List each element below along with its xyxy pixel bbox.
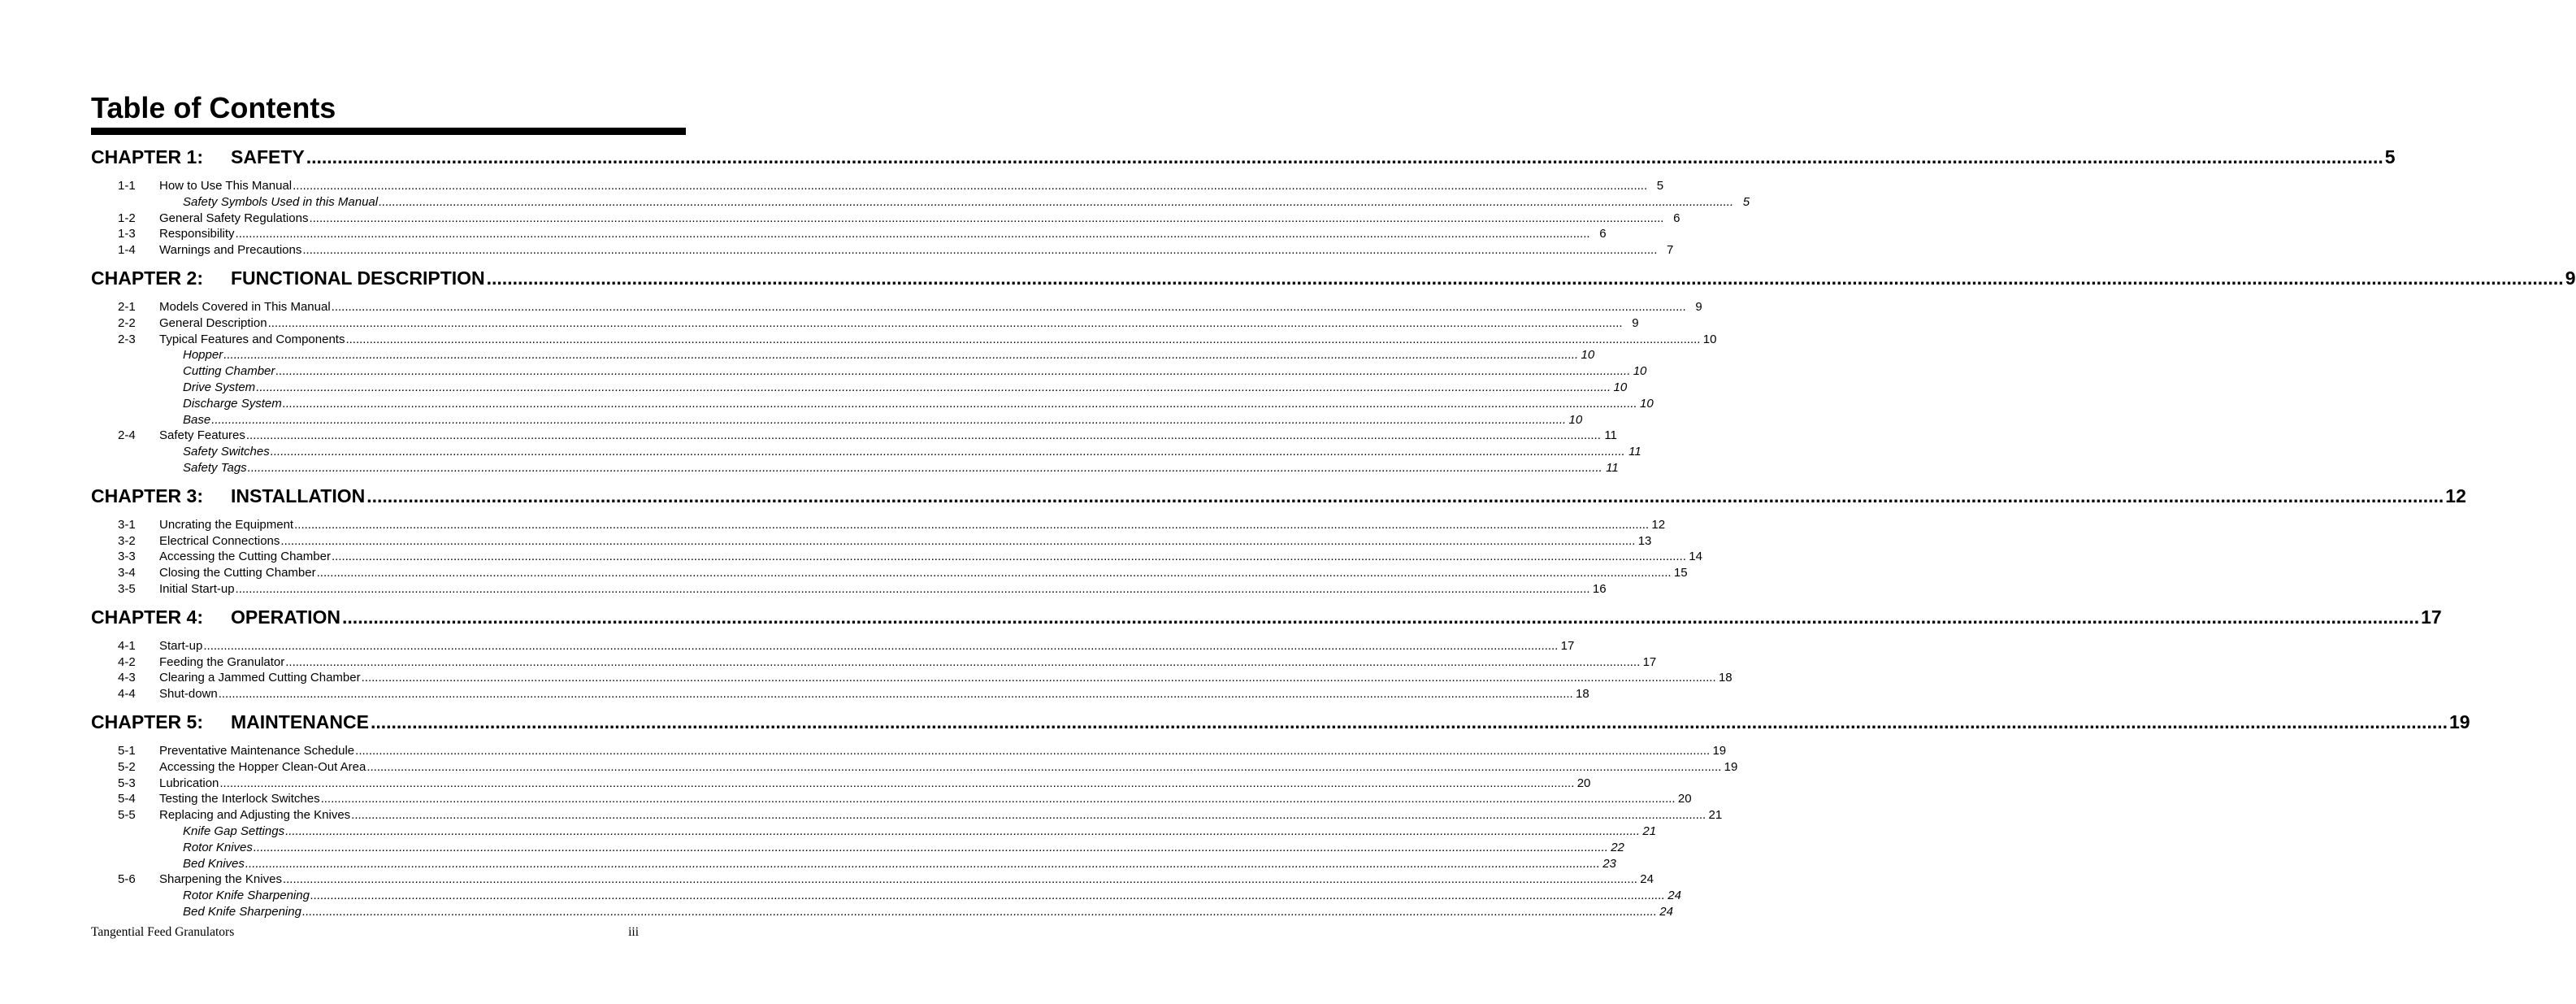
chapter-page-number: 17 [2421, 606, 2442, 628]
dot-leader: ................................................................................................................................................................................................................................................................................................................................................................................................................ [280, 533, 1636, 548]
entry-code: 5-5 [118, 808, 136, 823]
entry-label: Safety Features [159, 428, 245, 443]
entry-code: 2-4 [118, 428, 136, 443]
dot-leader: ................................................................................................................................................................................................................................................................................................................................................................................................................ [285, 654, 1641, 669]
entry-page-number: 5 [1742, 194, 1750, 209]
entry-page-number: 18 [1576, 687, 1589, 702]
dot-leader: ................................................................................................................................................................................................................................................................................................................................................................................................................ [219, 776, 1575, 790]
entry-page-number: 24 [1667, 889, 1681, 903]
entry-label: Base [183, 412, 211, 427]
entry-label: Cutting Chamber [183, 364, 275, 379]
entry-page-number: 14 [1689, 550, 1702, 564]
toc-entry[interactable] [91, 533, 1652, 550]
dot-leader: ................................................................................................................................................................................................................................................................................................................................................................................................................ [256, 380, 1611, 394]
entry-label: Start-up [159, 638, 203, 653]
dot-leader: ................................................................................................................................................................................................................................................................................................................................................................................................................ [370, 711, 2448, 732]
toc-entry[interactable] [91, 242, 1674, 259]
chapter-name: OPERATION [231, 606, 341, 628]
entry-page-number: 6 [1673, 211, 1680, 225]
entry-label: Warnings and Precautions [159, 243, 302, 258]
entry-label: Safety Tags [183, 460, 247, 475]
entry-code: 5-3 [118, 776, 136, 790]
entry-label: Typical Features and Components [159, 332, 345, 346]
entry-page-number: 12 [1651, 517, 1666, 532]
toc-entry[interactable] [91, 211, 1680, 227]
entry-page-number: 10 [1633, 364, 1647, 379]
toc-entry[interactable] [91, 581, 1607, 598]
entry-label: Hopper [183, 348, 223, 363]
toc-subentry[interactable] [91, 347, 1595, 363]
dot-leader: ................................................................................................................................................................................................................................................................................................................................................................................................................ [342, 606, 2420, 628]
entry-page-number: 21 [1642, 824, 1657, 838]
entry-code: 3-1 [118, 517, 136, 532]
dot-leader: ................................................................................................................................................................................................................................................................................................................................................................................................................ [282, 872, 1637, 887]
toc-entry[interactable] [91, 654, 1657, 671]
entry-label: Replacing and Adjusting the Knives [159, 808, 351, 823]
chapter-heading[interactable] [91, 605, 2442, 629]
toc-subentry[interactable] [91, 412, 1583, 428]
dot-leader: ................................................................................................................................................................................................................................................................................................................................................................................................................ [379, 194, 1734, 209]
chapter-entries [91, 178, 1750, 259]
entry-label: Initial Start-up [159, 581, 235, 596]
chapter-name: SAFETY [231, 146, 305, 167]
toc-entry[interactable] [91, 776, 1591, 792]
entry-label: General Description [159, 315, 267, 330]
dot-leader: ................................................................................................................................................................................................................................................................................................................................................................................................................ [223, 348, 1579, 363]
entry-page-number: 20 [1677, 792, 1692, 806]
entry-page-number: 9 [1695, 299, 1702, 314]
entry-page-number: 7 [1667, 243, 1674, 258]
entry-page-number: 11 [1604, 428, 1617, 443]
toc-subentry[interactable] [91, 888, 1681, 904]
entry-page-number: 20 [1576, 776, 1591, 790]
dot-leader: ................................................................................................................................................................................................................................................................................................................................................................................................................ [331, 299, 1686, 314]
chapter-heading[interactable] [91, 145, 2396, 169]
dot-leader: ................................................................................................................................................................................................................................................................................................................................................................................................................ [245, 856, 1600, 871]
toc-entry[interactable] [91, 517, 1666, 533]
dot-leader: ................................................................................................................................................................................................................................................................................................................................................................................................................ [355, 743, 1711, 758]
chapter-number: CHAPTER 5: [91, 711, 204, 732]
entry-page-number: 10 [1702, 332, 1717, 346]
dot-leader: ................................................................................................................................................................................................................................................................................................................................................................................................................ [203, 638, 1559, 653]
toc-entry[interactable] [91, 670, 1733, 686]
chapter-number: CHAPTER 4: [91, 606, 204, 628]
entry-page-number: 18 [1718, 671, 1733, 685]
toc-entry[interactable] [91, 178, 1664, 194]
toc-entry[interactable] [91, 743, 1727, 759]
entry-label: Preventative Maintenance Schedule [159, 743, 355, 758]
entry-page-number: 9 [1632, 315, 1639, 330]
chapter-name: INSTALLATION [231, 485, 366, 506]
dot-leader: ................................................................................................................................................................................................................................................................................................................................................................................................................ [361, 671, 1716, 685]
entry-page-number: 17 [1642, 654, 1657, 669]
entry-code: 4-4 [118, 687, 136, 702]
chapter-entries [91, 299, 1717, 476]
dot-leader: ................................................................................................................................................................................................................................................................................................................................................................................................................ [486, 267, 2564, 289]
chapter-number: CHAPTER 1: [91, 146, 204, 167]
dot-leader: ................................................................................................................................................................................................................................................................................................................................................................................................................ [270, 445, 1625, 459]
entry-code: 4-3 [118, 671, 136, 685]
chapter-heading[interactable] [91, 710, 2470, 734]
toc-entry[interactable] [91, 565, 1688, 581]
entry-code: 2-1 [118, 299, 136, 314]
dot-leader: ................................................................................................................................................................................................................................................................................................................................................................................................................ [293, 179, 1648, 193]
entry-page-number: 13 [1637, 533, 1652, 548]
entry-label: How to Use This Manual [159, 179, 293, 193]
entry-code: 5-6 [118, 872, 136, 887]
entry-label: Responsibility [159, 227, 235, 241]
entry-page-number: 16 [1592, 581, 1607, 596]
dot-leader: ................................................................................................................................................................................................................................................................................................................................................................................................................ [366, 485, 2444, 506]
chapter-entries [91, 517, 1702, 598]
chapter-page-number: 9 [2565, 267, 2576, 289]
entry-code: 2-2 [118, 315, 136, 330]
toc-subentry[interactable] [91, 460, 1619, 476]
entry-label: Drive System [183, 380, 256, 394]
toc-entry[interactable] [91, 871, 1654, 888]
toc-subentry[interactable] [91, 194, 1750, 211]
toc-subentry[interactable] [91, 856, 1616, 872]
toc-subentry[interactable] [91, 444, 1641, 460]
chapter-page-number: 5 [2384, 146, 2396, 167]
toc-entry[interactable] [91, 638, 1575, 654]
chapter-heading[interactable] [91, 484, 2466, 508]
entry-page-number: 10 [1613, 380, 1628, 394]
chapter-entries [91, 743, 1738, 920]
page-title: Table of Contents [91, 91, 336, 124]
dot-leader: ................................................................................................................................................................................................................................................................................................................................................................................................................ [345, 332, 1701, 346]
entry-page-number: 6 [1599, 227, 1607, 241]
entry-code: 4-2 [118, 654, 136, 669]
chapter-number: CHAPTER 2: [91, 267, 204, 289]
chapter-entries [91, 638, 1733, 702]
entry-label: Uncrating the Equipment [159, 517, 294, 532]
dot-leader: ................................................................................................................................................................................................................................................................................................................................................................................................................ [310, 889, 1665, 903]
entry-page-number: 24 [1640, 872, 1654, 887]
entry-code: 3-2 [118, 533, 136, 548]
chapter-name: FUNCTIONAL DESCRIPTION [231, 267, 485, 289]
dot-leader: ................................................................................................................................................................................................................................................................................................................................................................................................................ [366, 759, 1722, 774]
entry-page-number: 23 [1602, 856, 1616, 871]
dot-leader: ................................................................................................................................................................................................................................................................................................................................................................................................................ [235, 227, 1590, 241]
entry-page-number: 24 [1659, 904, 1673, 919]
entry-code: 2-3 [118, 332, 136, 346]
entry-code: 3-3 [118, 550, 136, 564]
entry-code: 1-3 [118, 227, 136, 241]
entry-label: Rotor Knife Sharpening [183, 889, 310, 903]
toc-entry[interactable] [91, 226, 1607, 242]
entry-label: Clearing a Jammed Cutting Chamber [159, 671, 361, 685]
entry-page-number: 19 [1712, 743, 1727, 758]
toc-subentry[interactable] [91, 824, 1657, 840]
dot-leader: ................................................................................................................................................................................................................................................................................................................................................................................................................ [306, 146, 2383, 167]
entry-label: Knife Gap Settings [183, 824, 285, 838]
entry-page-number: 11 [1606, 460, 1619, 475]
entry-label: Discharge System [183, 396, 282, 411]
entry-code: 1-1 [118, 179, 136, 193]
entry-label: Models Covered in This Manual [159, 299, 331, 314]
entry-page-number: 5 [1656, 179, 1664, 193]
entry-label: Accessing the Cutting Chamber [159, 550, 331, 564]
dot-leader: ................................................................................................................................................................................................................................................................................................................................................................................................................ [351, 808, 1706, 823]
chapter-page-number: 12 [2445, 485, 2466, 506]
entry-label: Accessing the Hopper Clean-Out Area [159, 759, 366, 774]
entry-page-number: 11 [1628, 445, 1641, 459]
entry-label: Bed Knife Sharpening [183, 904, 301, 919]
dot-leader: ................................................................................................................................................................................................................................................................................................................................................................................................................ [320, 792, 1676, 806]
toc-entry[interactable] [91, 549, 1702, 565]
toc-entry[interactable] [91, 428, 1617, 444]
chapter-name: MAINTENANCE [231, 711, 369, 732]
entry-label: Closing the Cutting Chamber [159, 566, 316, 580]
dot-leader: ................................................................................................................................................................................................................................................................................................................................................................................................................ [331, 550, 1686, 564]
toc-entry[interactable] [91, 807, 1723, 824]
entry-code: 4-1 [118, 638, 136, 653]
entry-page-number: 15 [1673, 566, 1688, 580]
entry-label: Sharpening the Knives [159, 872, 282, 887]
dot-leader: ................................................................................................................................................................................................................................................................................................................................................................................................................ [247, 460, 1602, 475]
toc-entry[interactable] [91, 332, 1717, 348]
entry-code: 3-4 [118, 566, 136, 580]
entry-code: 5-1 [118, 743, 136, 758]
toc-subentry[interactable] [91, 904, 1673, 920]
toc-subentry[interactable] [91, 363, 1647, 380]
toc-entry[interactable] [91, 315, 1639, 332]
entry-page-number: 17 [1560, 638, 1575, 653]
chapter-page-number: 19 [2449, 711, 2470, 732]
entry-code: 3-5 [118, 581, 136, 596]
entry-label: Lubrication [159, 776, 219, 790]
entry-label: Electrical Connections [159, 533, 280, 548]
dot-leader: ................................................................................................................................................................................................................................................................................................................................................................................................................ [302, 243, 1658, 258]
toc-subentry[interactable] [91, 380, 1628, 396]
footer-title: Tangential Feed Granulators [91, 925, 235, 939]
entry-label: General Safety Regulations [159, 211, 309, 225]
entry-page-number: 10 [1581, 348, 1595, 363]
dot-leader: ................................................................................................................................................................................................................................................................................................................................................................................................................ [275, 364, 1631, 379]
entry-code: 1-4 [118, 243, 136, 258]
entry-label: Bed Knives [183, 856, 245, 871]
dot-leader: ................................................................................................................................................................................................................................................................................................................................................................................................................ [211, 412, 1567, 427]
entry-label: Testing the Interlock Switches [159, 792, 320, 806]
entry-code: 5-4 [118, 792, 136, 806]
entry-label: Safety Symbols Used in this Manual [183, 194, 379, 209]
entry-page-number: 22 [1611, 840, 1624, 854]
entry-page-number: 19 [1724, 759, 1738, 774]
footer-page-number: iii [628, 925, 639, 939]
entry-code: 5-2 [118, 759, 136, 774]
dot-leader: ................................................................................................................................................................................................................................................................................................................................................................................................................ [218, 687, 1573, 702]
dot-leader: ................................................................................................................................................................................................................................................................................................................................................................................................................ [282, 396, 1637, 411]
entry-label: Feeding the Granulator [159, 654, 285, 669]
toc-entry[interactable] [91, 759, 1738, 776]
toc-entry[interactable] [91, 299, 1702, 315]
dot-leader: ................................................................................................................................................................................................................................................................................................................................................................................................................ [267, 315, 1623, 330]
dot-leader: ................................................................................................................................................................................................................................................................................................................................................................................................................ [253, 840, 1608, 854]
title-rule [91, 128, 686, 135]
chapter-heading[interactable] [91, 266, 2576, 290]
entry-page-number: 10 [1568, 412, 1583, 427]
dot-leader: ................................................................................................................................................................................................................................................................................................................................................................................................................ [294, 517, 1650, 532]
page-footer [91, 925, 639, 940]
dot-leader: ................................................................................................................................................................................................................................................................................................................................................................................................................ [301, 904, 1657, 919]
entry-label: Safety Switches [183, 445, 270, 459]
toc-body [91, 145, 2576, 920]
toc-entry[interactable] [91, 686, 1589, 702]
entry-code: 1-2 [118, 211, 136, 225]
entry-label: Rotor Knives [183, 840, 253, 854]
dot-leader: ................................................................................................................................................................................................................................................................................................................................................................................................................ [285, 824, 1641, 838]
toc-entry[interactable] [91, 791, 1692, 807]
chapter-number: CHAPTER 3: [91, 485, 204, 506]
entry-label: Shut-down [159, 687, 218, 702]
toc-page [91, 91, 2576, 928]
entry-page-number: 21 [1708, 808, 1723, 823]
dot-leader: ................................................................................................................................................................................................................................................................................................................................................................................................................ [235, 581, 1590, 596]
dot-leader: ................................................................................................................................................................................................................................................................................................................................................................................................................ [309, 211, 1664, 225]
toc-subentry[interactable] [91, 840, 1624, 856]
dot-leader: ................................................................................................................................................................................................................................................................................................................................................................................................................ [245, 428, 1601, 443]
entry-page-number: 10 [1640, 396, 1654, 411]
toc-subentry[interactable] [91, 396, 1654, 412]
dot-leader: ................................................................................................................................................................................................................................................................................................................................................................................................................ [316, 566, 1672, 580]
